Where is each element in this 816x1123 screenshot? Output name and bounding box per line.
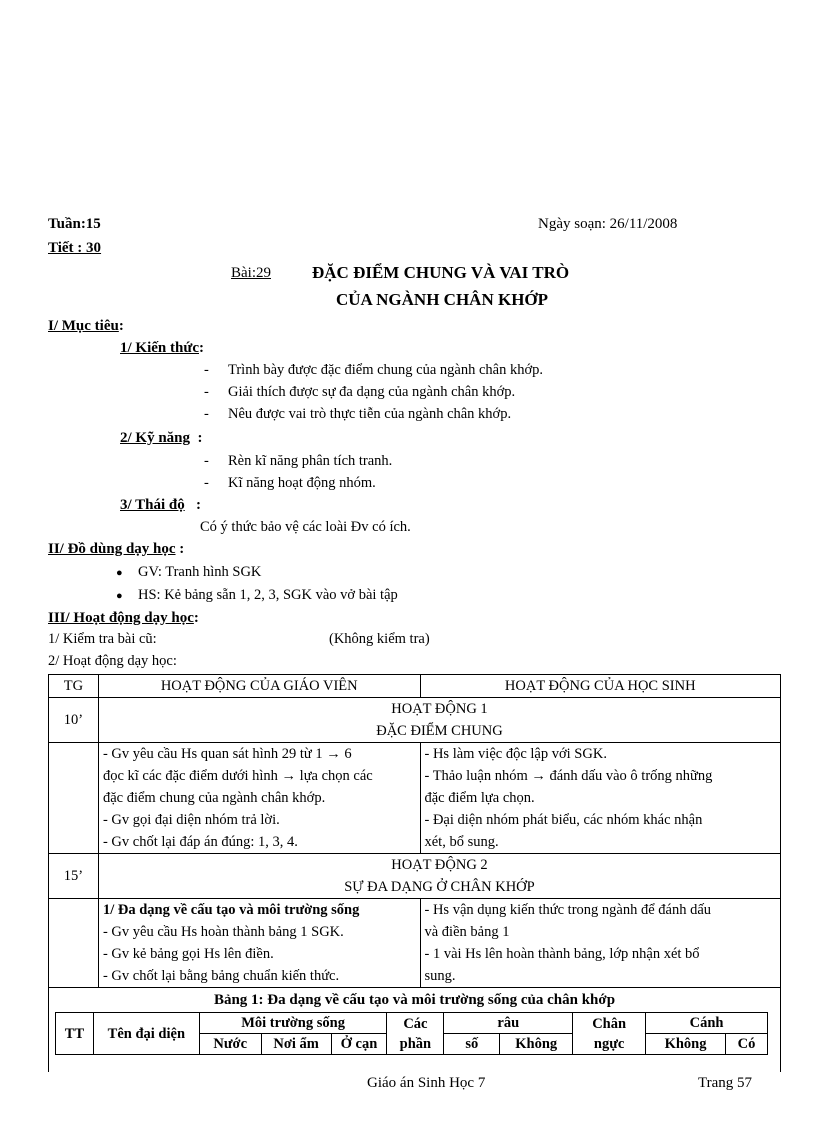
activity2-student: - Hs vận dụng kiến thức trong ngành để đánh dấu và điền bảng 1 - 1 vài Hs lên hoàn thành bảng, lớp nhận xét bổ sung. <box>420 899 781 988</box>
skills-item: - Rèn kĩ năng phân tích tranh. <box>204 453 393 469</box>
skills-label: 2/ Kỹ năng : <box>120 430 203 446</box>
table1-name: Tên đại diện <box>93 1013 199 1055</box>
activity2-title-row <box>49 854 781 899</box>
knowledge-item: - Trình bày được đặc điểm chung của ngành chân khớp. <box>204 362 543 378</box>
header-tg: TG <box>49 675 99 698</box>
activity2-time: 15’ <box>49 854 99 899</box>
table1-row <box>49 988 781 1073</box>
table1-wings-none: Không <box>646 1034 726 1055</box>
activity1-title: HOẠT ĐỘNG 1 ĐẶC ĐIỂM CHUNG <box>98 698 780 743</box>
table1-wings-yes: Có <box>725 1034 767 1055</box>
period-label: Tiết : 30 <box>48 240 102 256</box>
header-student: HOẠT ĐỘNG CỦA HỌC SINH <box>420 675 781 698</box>
footer-text: Giáo án Sinh Học 7 <box>367 1075 486 1091</box>
check-value: (Không kiểm tra) <box>329 631 430 647</box>
lesson-title-line1: ĐẶC ĐIỂM CHUNG VÀ VAI TRÒ <box>312 263 570 282</box>
activity1-student: - Hs làm việc độc lập với SGK. - Thảo luận nhóm → đánh dấu vào ô trống những đặc điểm lựa chọn. - Đại diện nhóm phát biểu, các nhóm khác nhận xét, bổ sung. <box>420 743 781 854</box>
lesson-activities-table <box>48 674 781 1072</box>
attitude-label: 3/ Thái độ : <box>120 497 202 513</box>
lesson-title-line2: CỦA NGÀNH CHÂN KHỚP <box>336 290 549 309</box>
table1-antenna-count: số <box>444 1034 500 1055</box>
attitude-text: Có ý thức bảo vệ các loài Đv có ích. <box>200 519 411 535</box>
activity2-teacher: 1/ Đa dạng về cấu tạo và môi trường sống - Gv yêu cầu Hs hoàn thành bảng 1 SGK. - Gv kẻ bảng gọi Hs lên điền. - Gv chốt lại bằng bảng chuẩn kiến thức. <box>98 899 420 988</box>
table1-env-land: Ở cạn <box>331 1034 387 1055</box>
table1-wings: Cánh <box>646 1013 768 1034</box>
activity1-content-row <box>49 743 781 854</box>
materials-heading: II/ Đồ dùng dạy học : <box>48 541 185 557</box>
table-header-row <box>49 675 781 698</box>
header-teacher: HOẠT ĐỘNG CỦA GIÁO VIÊN <box>98 675 420 698</box>
activity1-title-row <box>49 698 781 743</box>
objectives-heading: I/ Mục tiêu: <box>48 318 124 334</box>
table1-antenna: râu <box>444 1013 573 1034</box>
activities-heading: III/ Hoạt động dạy học: <box>48 610 199 626</box>
footer-page: Trang 57 <box>698 1075 753 1091</box>
activities-label: 2/ Hoạt động dạy học: <box>48 653 177 669</box>
table1-env-moist: Nơi ẩm <box>261 1034 331 1055</box>
table1 <box>55 1012 768 1055</box>
activity1-time-empty <box>49 743 99 854</box>
table1-env-water: Nước <box>199 1034 261 1055</box>
materials-item: ● HS: Kẻ bảng sẵn 1, 2, 3, SGK vào vở bài tập <box>116 587 398 603</box>
activity1-time: 10’ <box>49 698 99 743</box>
knowledge-item: - Nêu được vai trò thực tiễn của ngành chân khớp. <box>204 406 512 422</box>
check-label: 1/ Kiểm tra bài cũ: <box>48 631 157 647</box>
prepared-date: Ngày soạn: 26/11/2008 <box>538 216 678 232</box>
materials-item: ● GV: Tranh hình SGK <box>116 564 262 580</box>
table1-antenna-none: Không <box>500 1034 573 1055</box>
knowledge-label: 1/ Kiến thức: <box>120 340 204 356</box>
skills-item: - Kĩ năng hoạt động nhóm. <box>204 475 376 491</box>
lesson-label: Bài:29 <box>231 265 271 281</box>
table1-parts: Các phần <box>387 1013 444 1055</box>
table1-caption: Bảng 1: Đa dạng về cấu tạo và môi trường sống của chân khớp <box>213 992 616 1008</box>
table1-legs: Chân ngực <box>573 1013 646 1055</box>
week-label: Tuần:15 <box>48 216 101 232</box>
knowledge-item: - Giải thích được sự đa dạng của ngành chân khớp. <box>204 384 516 400</box>
activity1-teacher: - Gv yêu cầu Hs quan sát hình 29 từ 1 → 6 đọc kĩ các đặc điểm dưới hình → lựa chọn các đặc điểm chung của ngành chân khớp. - Gv gọi đại diện nhóm trả lời. - Gv chốt lại đáp án đúng: 1, 3, 4. <box>98 743 420 854</box>
activity2-title: HOẠT ĐỘNG 2 SỰ ĐA DẠNG Ở CHÂN KHỚP <box>98 854 780 899</box>
activity2-time-empty <box>49 899 99 988</box>
table1-tt: TT <box>56 1013 94 1055</box>
table1-env: Môi trường sống <box>199 1013 387 1034</box>
activity2-content-row <box>49 899 781 988</box>
